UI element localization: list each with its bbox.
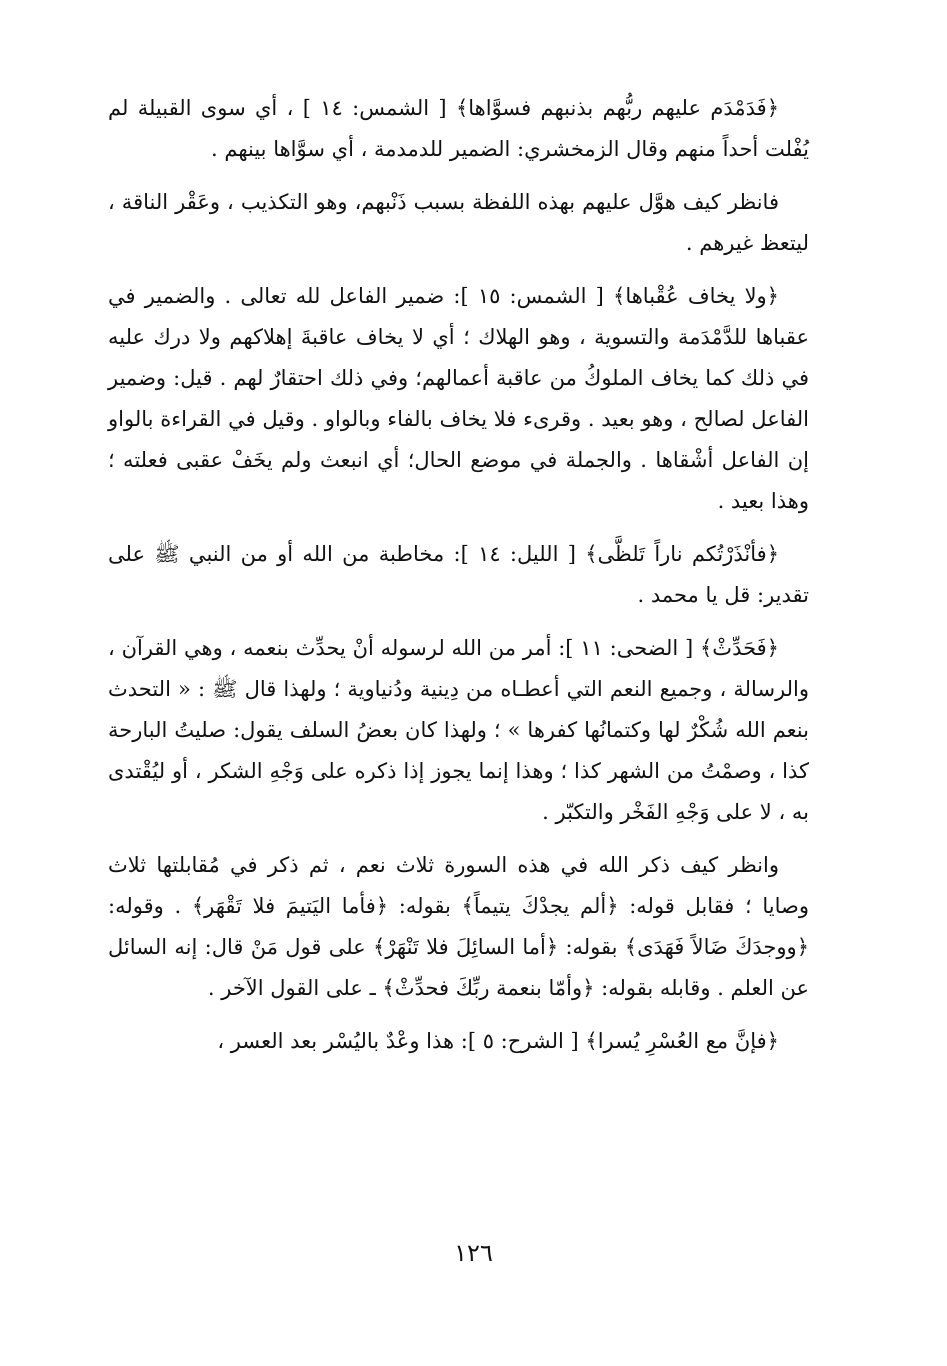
paragraph-fainna-maa-alusr: ﴿فإنَّ مع العُسْرِ يُسرا﴾ [ الشرح: ٥ ]: هذا وعْدٌ باليُسْر بعد العسر ،	[217, 1029, 779, 1053]
paragraph-dmdm: ﴿فَدَمْدَم عليهم ربُّهم بذنبهم فسوَّاها﴾ [ الشمس: ١٤ ] ، أي سوى القبيلة لم يُفْلت أحداً منهم وقال الزمخشري: الضمير للدمدمة ، أي سوَّاها بينهم .	[108, 96, 809, 161]
paragraph-wala-yakhaf: ﴿ولا يخاف عُقْباها﴾ [ الشمس: ١٥ ]: ضمير الفاعل لله تعالى . والضمير في عقباها للدَّمْدَمة والتسوية ، وهو الهلاك ؛ أي لا يخاف عاقبةَ إهلاكهم ولا درك عليه في ذلك كما يخاف الملوكُ من عاقبة أعمالهم؛ وفي ذلك احتقارٌ لهم . قيل: وضمير الفاعل لصالح ، وهو بعيد . وقرىء فلا يخاف بالفاء وبالواو . وقيل في القراءة بالواو إن الفاعل أشْقاها . والجملة في موضع الحال؛ أي انبعث ولم يخَفْ عقبى فعلته ؛ وهذا بعيد .	[108, 284, 809, 513]
paragraph-fahaddith: ﴿فَحَدِّثْ﴾ [ الضحى: ١١ ]: أمر من الله لرسوله أنْ يحدِّث بنعمه ، وهي القرآن ، والرسالة ، وجميع النعم التي أعطـاه من دِينية ودُنياوية ؛ ولهذا قال ﷺ : « التحدث بنعم الله شُكْرٌ لها وكتمانُها كفرها » ؛ ولهذا كان بعضُ السلف يقول: صليتُ البارحة كذا ، وصمْتُ من الشهر كذا ؛ وهذا إنما يجوز إذا ذكره على وَجْهِ الشكر ، أو ليُقْتدى به ، لا على وَجْهِ الفَخْر والتكبّر .	[108, 636, 809, 824]
paragraph-fanzur: فانظر كيف هوَّل عليهم بهذه اللفظة بسبب ذَنْبهم، وهو التكذيب ، وعَقْر الناقة ، ليتعظ غيرهم .	[108, 190, 809, 255]
page-number: ١٢٦	[454, 1239, 493, 1267]
paragraph-fanthartukum: ﴿فأنْذَرْتُكم ناراً تَلظَّى﴾ [ الليل: ١٤ ]: مخاطبة من الله أو من النبي ﷺ على تقدير: قل يا محمد .	[108, 542, 809, 607]
paragraph-thalath-niam: وانظر كيف ذكر الله في هذه السورة ثلاث نعم ، ثم ذكر في مُقابلتها ثلاث وصايا ؛ فقابل قوله: ﴿ألم يجدْكَ يتيماً﴾ بقوله: ﴿فأما اليَتيمَ فلا تَقْهَر﴾ . وقوله: ﴿ووجدَكَ ضَالاً فَهَدَى﴾ بقوله: ﴿أما السائِلَ فلا تَنْهَرْ﴾ على قول مَنْ قال: إنه السائل عن العلم . وقابله بقوله: ﴿وأمّا بنعمة ربِّكَ فحدِّثْ﴾ ـ على القول الآخر .	[108, 853, 809, 1000]
page-body	[108, 88, 809, 1306]
